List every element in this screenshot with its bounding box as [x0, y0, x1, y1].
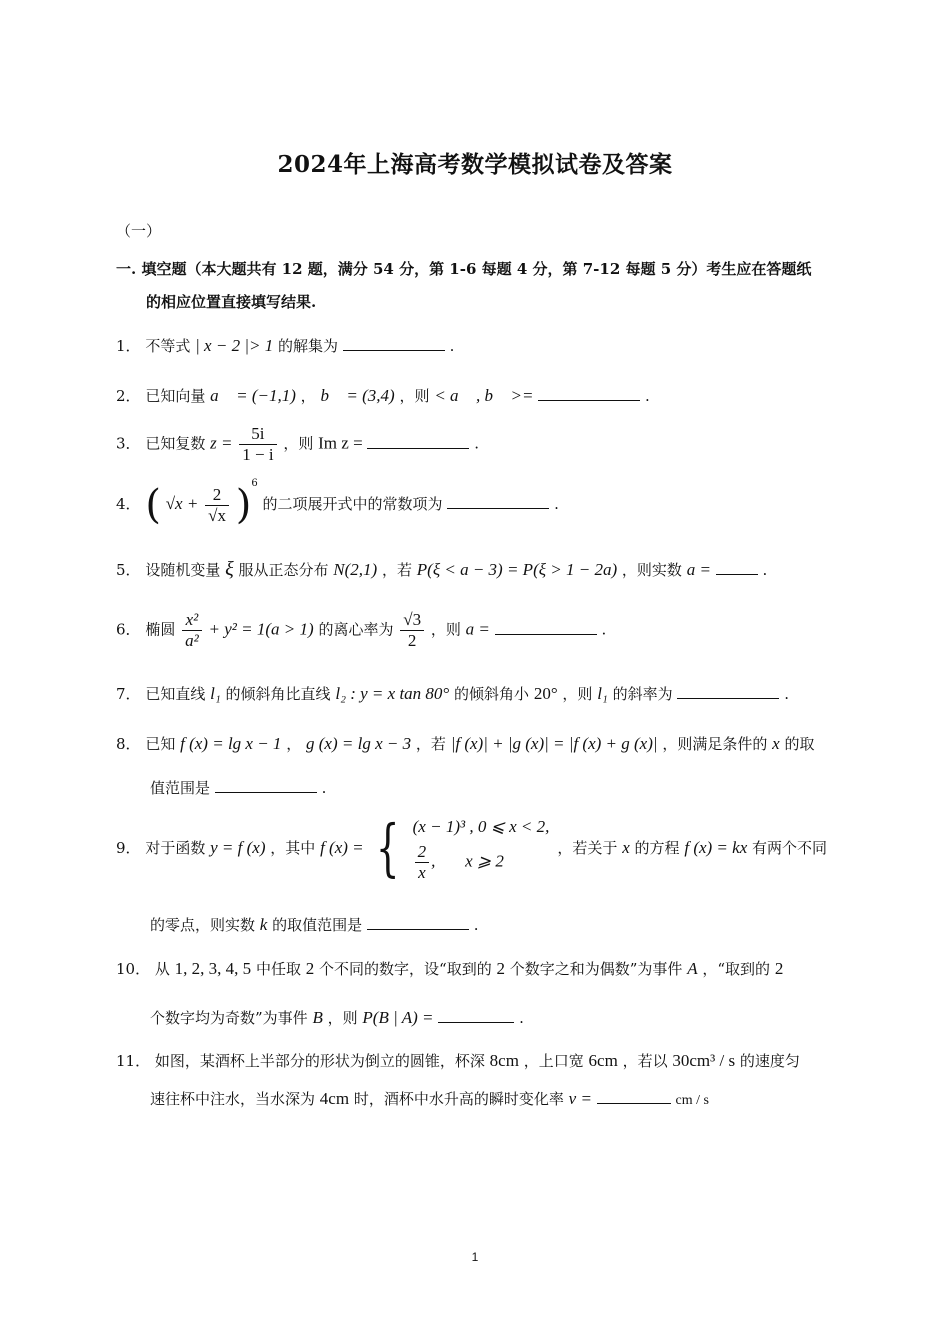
question-text: ，上口宽 [523, 1052, 584, 1070]
math-expression: l₁ [210, 684, 221, 703]
math-expression: 8cm [489, 1051, 519, 1070]
question-text: 个不同的数字，设“取到的 [319, 960, 492, 978]
math-expression: a⃗ = (−1,1) [210, 386, 296, 405]
document-title: 2024年上海高考数学模拟试卷及答案 [277, 151, 673, 178]
math-symbol: k [259, 915, 268, 934]
math-expression: + y² = 1(a > 1) [208, 619, 314, 639]
math-expression: P(ξ < a − 3) = P(ξ > 1 − 2a) [416, 560, 618, 579]
question-text: 的二项展开式中的常数项为 [262, 495, 443, 513]
answer-blank[interactable] [495, 620, 597, 635]
question-text: ，则 [283, 434, 314, 453]
question-8-continuation [150, 777, 326, 798]
question-text: ，则实数 [621, 561, 682, 579]
math-number: 2 [774, 959, 784, 978]
math-expression: 4cm [319, 1089, 350, 1108]
question-number: 10． [116, 960, 151, 978]
math-expression: < a⃗ , b⃗ >= [434, 386, 534, 405]
question-number: 9． [116, 839, 141, 857]
question-number: 3． [116, 434, 141, 453]
math-expression: 20° [533, 684, 558, 703]
period: . [554, 495, 559, 513]
question-text: 的零点，则实数 [150, 916, 256, 934]
question-text: ，则 [430, 620, 461, 639]
question-8 [116, 733, 814, 754]
page-number: 1 [471, 1250, 479, 1264]
question-text: 的取 [784, 735, 815, 753]
period: . [473, 916, 479, 934]
question-4 [116, 478, 559, 528]
question-text: 的倾斜角比直线 [225, 685, 331, 703]
fraction-denominator: 1 − i [242, 445, 274, 464]
math-expression: N(2,1) [333, 560, 378, 579]
question-number: 5． [116, 561, 141, 579]
question-text: 的方程 [634, 839, 680, 857]
part-label: （一） [116, 222, 162, 240]
piecewise-cases [413, 812, 553, 883]
question-text: 的倾斜角小 [454, 685, 530, 703]
fraction-numerator: 5i [239, 424, 276, 445]
fraction-denominator: 2 [407, 631, 417, 650]
section-header-line2: 的相应位置直接填写结果. [146, 293, 317, 311]
math-symbol: x [772, 734, 780, 753]
period: . [449, 337, 455, 355]
math-symbol: x [622, 838, 630, 857]
unit-label: cm / s [675, 1093, 709, 1108]
period: . [784, 685, 789, 703]
period: . [321, 779, 327, 797]
question-9-lead [116, 837, 364, 858]
period: . [645, 387, 650, 405]
question-text: 对于函数 [145, 839, 206, 857]
question-text: 个数字均为奇数”为事件 [150, 1009, 308, 1027]
fraction [400, 610, 424, 651]
math-symbol: B [312, 1008, 323, 1027]
answer-blank[interactable] [215, 778, 317, 793]
question-text: ，若 [381, 561, 412, 579]
math-expression: g (x) = lg x − 3 [306, 734, 412, 753]
question-number: 7． [116, 685, 141, 703]
separator: ， [300, 387, 316, 405]
question-number: 2． [116, 387, 141, 405]
question-text: ，若关于 [557, 839, 618, 857]
question-9-tail [557, 837, 827, 858]
question-text: 的速度匀 [739, 1052, 800, 1070]
fraction [239, 424, 276, 465]
section-header-line1: 一. 填空题（本大题共有 12 题，满分 54 分，第 1-6 每题 4 分，第 7-12 每题 5 分）考生应在答题纸 [116, 260, 812, 278]
question-7 [116, 683, 789, 704]
math-expression: f (x) = lg x − 1 [180, 734, 282, 753]
question-text: 椭圆 [145, 620, 176, 639]
question-text: 的离心率为 [318, 620, 394, 639]
math-expression: √x + [165, 494, 199, 513]
question-text: 有两个不同 [752, 839, 828, 857]
period: . [601, 620, 607, 639]
math-expression: l₂ : y = x tan 80° [335, 684, 450, 703]
period: . [519, 1009, 524, 1027]
question-text: ，则 [562, 685, 593, 703]
math-number: 2 [305, 959, 315, 978]
question-9 [116, 812, 827, 883]
question-text: 已知直线 [145, 685, 206, 703]
math-number: 2 [496, 959, 505, 978]
question-1 [116, 335, 454, 356]
math-expression: 1, 2, 3, 4, 5 [174, 959, 252, 978]
math-symbol: ξ [225, 558, 234, 580]
question-text: 值范围是 [150, 779, 211, 797]
question-number: 6． [116, 620, 141, 639]
question-text: 已知向量 [145, 387, 206, 405]
question-5 [116, 558, 767, 581]
question-text: 从 [154, 960, 170, 978]
fraction-numerator: √3 [400, 610, 424, 631]
question-text: ，则 [327, 1009, 358, 1027]
fraction-denominator: √x [208, 505, 226, 525]
math-expression: v = [568, 1089, 592, 1108]
question-text: 的解集为 [278, 337, 339, 355]
question-text: ，则满足条件的 [662, 735, 768, 753]
question-text: ，若 [415, 735, 446, 753]
math-expression: 30cm³ / s [672, 1051, 736, 1070]
answer-blank[interactable] [438, 1008, 514, 1023]
question-text: 个数字之和为偶数”为事件 [509, 960, 683, 978]
left-paren: ( [145, 482, 161, 528]
answer-blank[interactable] [716, 560, 758, 575]
fraction-denominator: a² [185, 631, 199, 650]
answer-blank[interactable] [538, 386, 640, 401]
fraction-numerator: x² [182, 610, 202, 631]
left-brace: { [376, 810, 400, 884]
fraction [182, 610, 202, 651]
answer-blank[interactable] [597, 1089, 671, 1104]
question-text: 中任取 [255, 960, 301, 978]
math-expression: P(B | A) = [362, 1008, 434, 1027]
question-text: 时，酒杯中水升高的瞬时变化率 [353, 1090, 564, 1108]
math-expression: 6cm [588, 1051, 618, 1070]
question-text: 服从正态分布 [238, 561, 329, 579]
question-10-continuation [150, 1007, 524, 1028]
question-text: 不等式 [145, 337, 191, 355]
question-text: 的取值范围是 [272, 916, 363, 934]
question-text: ，若以 [622, 1052, 668, 1070]
answer-blank[interactable] [343, 336, 445, 351]
fraction-numerator: 2 [415, 842, 430, 863]
math-expression: f (x) = kx [684, 838, 748, 857]
fraction [205, 485, 229, 526]
question-text: 已知 [145, 735, 176, 753]
exponent: 6 [251, 478, 258, 489]
math-expression: a = [465, 619, 490, 639]
math-expression: | x − 2 |> 1 [195, 336, 274, 355]
right-paren: ) [235, 482, 252, 528]
fraction [415, 842, 430, 883]
question-11 [116, 1050, 800, 1071]
math-expression: |f (x)| + |g (x)| = |f (x) + g (x)| [450, 734, 658, 753]
math-expression: a = [686, 560, 711, 579]
piece-2-condition: x ⩾ 2 [465, 851, 504, 871]
question-3 [116, 424, 479, 465]
math-expression: z = [210, 433, 233, 453]
math-expression: y = f (x) [210, 838, 266, 857]
period: . [762, 561, 768, 579]
question-number: 8． [116, 735, 141, 753]
question-11-continuation [150, 1088, 709, 1109]
question-text: 已知复数 [145, 434, 206, 453]
question-text: ，“取到的 [702, 960, 771, 978]
fraction-numerator: 2 [205, 485, 229, 506]
question-number: 1． [116, 337, 141, 355]
separator: ， [286, 735, 302, 753]
answer-blank[interactable] [367, 434, 469, 449]
question-2 [116, 385, 650, 406]
answer-blank[interactable] [367, 915, 469, 930]
math-expression: f (x) = [320, 838, 364, 857]
question-text: 的斜率为 [612, 685, 673, 703]
question-6 [116, 610, 606, 651]
math-expression: b⃗ = (3,4) [320, 386, 395, 405]
math-symbol: A [687, 959, 698, 978]
fraction-denominator: x [418, 863, 426, 882]
piece-1: (x − 1)³ , 0 ⩽ x < 2, [412, 817, 550, 836]
question-9-continuation [150, 914, 478, 935]
question-text: 如图，某酒杯上半部分的形状为倒立的圆锥，杯深 [154, 1052, 485, 1070]
question-text: 速往杯中注水，当水深为 [150, 1090, 316, 1108]
period: . [474, 434, 480, 453]
question-10 [116, 958, 783, 979]
answer-blank[interactable] [677, 684, 779, 699]
math-expression: l₁ [597, 684, 608, 703]
question-text: ，其中 [270, 839, 316, 857]
question-text: ，则 [399, 387, 430, 405]
answer-blank[interactable] [447, 494, 549, 509]
question-text: 设随机变量 [145, 561, 221, 579]
math-expression: Im z = [318, 433, 363, 453]
question-number: 11． [116, 1052, 151, 1070]
piece-2: $\frac{2}{x}$ , x ⩾ 2 [413, 842, 553, 883]
question-number: 4． [116, 495, 141, 513]
